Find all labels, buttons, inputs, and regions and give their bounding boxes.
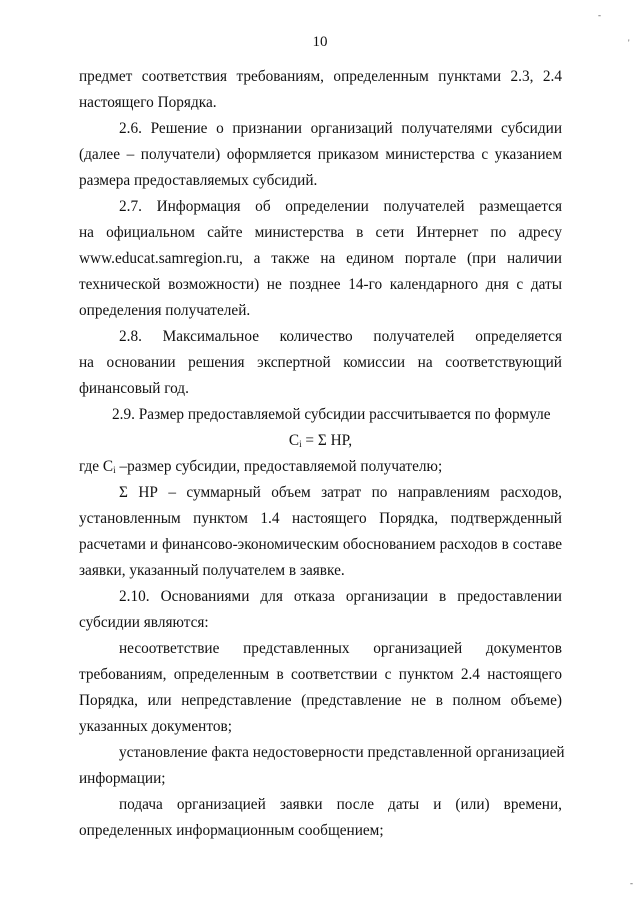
text-line: финансовый год. <box>79 380 189 397</box>
text-line: расчетами и финансово-экономическим обоснованием расходов в составе <box>79 536 562 553</box>
text-line: установленным пунктом 1.4 настоящего Порядка, подтвержденный <box>79 510 562 527</box>
document-body <box>79 64 565 844</box>
margin-mark: - <box>598 10 601 20</box>
formula-rhs: = Σ НР, <box>301 432 353 449</box>
where-prefix: где C <box>79 458 114 475</box>
text-line: определения получателей. <box>79 302 251 319</box>
page-number: 10 <box>312 34 328 50</box>
paragraph-2-8-line: 2.8. Максимальное количество получателей определяется <box>119 328 562 345</box>
where-definition: –размер субсидии, предоставляемой получателю; <box>115 458 443 475</box>
text-line: Порядка, или непредставление (представление не в полном объеме) <box>79 692 562 709</box>
list-item-line: подача организацией заявки после даты и (или) времени, <box>119 796 562 813</box>
margin-mark: - <box>630 878 633 888</box>
text-line: субсидии являются: <box>79 614 209 631</box>
margin-mark: ' <box>628 38 630 48</box>
text-line: технической возможности) не позднее 14-го календарного дня с даты <box>79 276 562 293</box>
formula-lhs: C <box>288 432 300 449</box>
text-line-with-url: www.educat.samregion.ru, а также на едином портале (при наличии <box>79 250 562 267</box>
sum-definition-line: Σ НР – суммарный объем затрат по направлениям расходов, <box>119 484 562 501</box>
text-line: заявки, указанный получателем в заявке. <box>79 562 345 579</box>
where-subscript: i <box>113 465 116 475</box>
formula <box>79 428 562 454</box>
paragraph-2-7-line: 2.7. Информация об определении получателей размещается <box>119 198 562 215</box>
where-line <box>79 454 562 480</box>
text-line: на официальном сайте министерства в сети Интернет по адресу <box>79 224 562 241</box>
paragraph-2-6-line: 2.6. Решение о признании организаций получателями субсидии <box>119 120 562 137</box>
paragraph-2-10-line: 2.10. Основаниями для отказа организации в предоставлении <box>119 588 562 605</box>
text-line: определенных информационным сообщением; <box>79 822 384 839</box>
text-line: указанных документов; <box>79 718 232 735</box>
list-item-line: установление факта недостоверности представленной организацией <box>119 744 565 761</box>
text-line: требованиям, определенным в соответствии с пунктом 2.4 настоящего <box>79 666 562 683</box>
text-line: настоящего Порядка. <box>79 94 217 111</box>
text-line: (далее – получатели) оформляется приказом министерства с указанием <box>79 146 562 163</box>
text-line: на основании решения экспертной комиссии на соответствующий <box>79 354 562 371</box>
formula-subscript: i <box>299 439 302 449</box>
text-line: предмет соответствия требованиям, определенным пунктами 2.3, 2.4 <box>79 68 562 85</box>
list-item-line: несоответствие представленных организацией документов <box>119 640 562 657</box>
paragraph-2-9-line: 2.9. Размер предоставляемой субсидии рассчитывается по формуле <box>112 406 551 423</box>
text-line: размера предоставляемых субсидий. <box>79 172 318 189</box>
text-line: информации; <box>79 770 166 787</box>
